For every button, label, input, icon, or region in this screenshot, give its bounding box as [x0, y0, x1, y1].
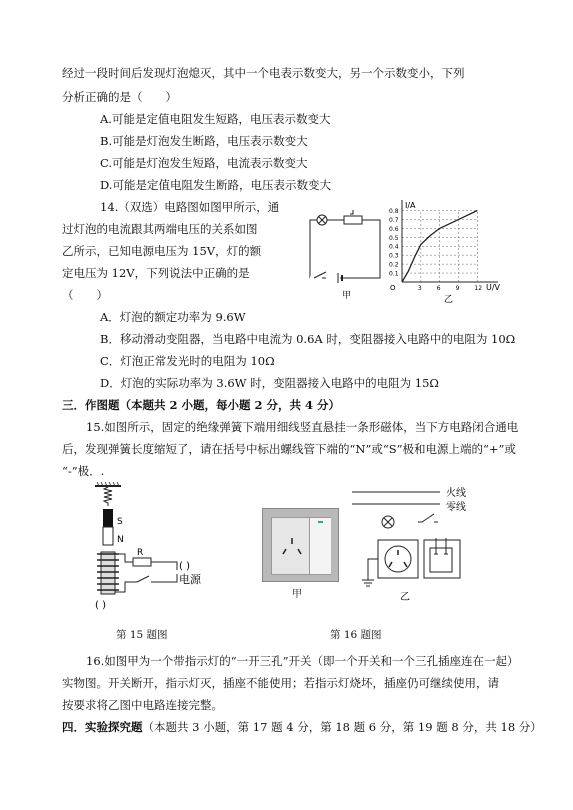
q13-option-b: B.可能是灯泡发生断路，电压表示数变大 — [100, 134, 308, 148]
fig14-jia-label: 甲 — [342, 291, 352, 301]
q16-line3: 按要求将乙图中电路连接完整。 — [62, 698, 223, 712]
chart-x-tick-label: 3 — [417, 285, 422, 292]
q15-line2: 后，发现弹簧长度缩短了，请在括号中标出螺线管下端的“N”或“S”极和电源上端的“+”或 — [62, 442, 516, 456]
chart-y-tick-label: 0.8 — [389, 207, 399, 215]
fig14-circuit-jia — [300, 210, 390, 305]
fig16-jia-label: 甲 — [292, 589, 302, 600]
fig14-chart-yi — [388, 198, 508, 308]
section4-heading-detail: （本题共 3 小题，第 17 题 4 分，第 18 题 6 分，第 19 题 8 分，共 18 分） — [142, 720, 542, 734]
q13-option-d: D.可能是定值电阻发生断路，电压表示数变大 — [100, 178, 331, 192]
fig14-yi-label: 乙 — [444, 295, 454, 305]
q14-line5: （ ） — [62, 288, 108, 302]
coil-windings — [97, 554, 119, 590]
indicator-light — [318, 521, 323, 523]
magnet-n-end — [103, 527, 113, 545]
fig16-yi-label: 乙 — [400, 592, 410, 603]
socket-face — [385, 546, 411, 572]
coil-end-bracket: ( ) — [95, 600, 106, 611]
neutral-wire-label: 零线 — [446, 502, 466, 513]
chart-y-tick-label: 0.3 — [389, 252, 399, 260]
q14-line3: 乙所示，已知电源电压为 15V，灯的额 — [62, 244, 262, 258]
switch-symbol — [137, 576, 149, 582]
chart-x-tick-label: 9 — [455, 285, 460, 292]
chart-y-tick-label: 0.2 — [389, 261, 399, 269]
chart-y-tick-label: 0.4 — [389, 243, 399, 251]
section3-heading: 三．作图题（本题共 2 小题，每小题 2 分，共 4 分） — [62, 398, 341, 412]
q16-line2: 实物图。开关断开，指示灯灭，插座不能使用；若指示灯烧坏，插座仍可继续使用，请 — [62, 676, 499, 690]
switch-face — [430, 548, 452, 572]
power-source-label: 电源 — [179, 573, 201, 586]
switch-rocker — [309, 518, 331, 574]
resistor-label: R — [137, 548, 144, 558]
magnet-s-label: S — [117, 517, 123, 527]
q13-option-a: A.可能是定值电阻发生短路，电压表示数变大 — [100, 112, 331, 126]
q13-line1: 经过一段时间后发现灯泡熄灭，其中一个电表示数变大，另一个示数变小，下列 — [62, 66, 465, 80]
switch-symbol — [422, 514, 434, 522]
chart-y-tick-label: 0.5 — [389, 234, 399, 242]
fig15-caption: 第 15 题图 — [116, 629, 168, 641]
iron-core — [101, 552, 115, 594]
resistor-r — [133, 558, 151, 566]
magnet-n-label: N — [117, 535, 124, 545]
chart-x-tick-label: 6 — [436, 285, 441, 292]
q14-option-d: D．灯泡的实际功率为 3.6W 时，变阻器接入电路中的电阻为 15Ω — [100, 376, 439, 390]
chart-y-tick-label: 0.1 — [389, 270, 399, 278]
live-wire-label: 火线 — [446, 488, 466, 499]
q14-line2: 过灯泡的电流跟其两端电压的关系如图 — [62, 222, 258, 236]
rheostat-symbol — [344, 216, 362, 224]
chart-y-tick-label: 0.7 — [389, 216, 399, 224]
section4-heading — [62, 720, 542, 734]
fig16-switch-socket-panel — [262, 508, 339, 582]
q14-option-b: B．移动滑动变阻器，当电路中电流为 0.6A 时，变阻器接入电路中的电阻为 10Ω — [100, 332, 516, 346]
q15-line3: “-”极．. — [62, 464, 105, 478]
spring-symbol — [104, 487, 112, 506]
q13-line2: 分析正确的是（ ） — [62, 90, 177, 104]
q14-option-c: C．灯泡正常发光时的电阻为 10Ω — [100, 354, 275, 368]
magnet-s-end — [103, 509, 113, 527]
chart-x-tick-label: 12 — [474, 285, 483, 292]
q15-line1: 15.如图所示，固定的绝缘弹簧下端用细线竖直悬挂一条形磁体，当下方电路闭合通电 — [86, 420, 519, 434]
fig16-caption: 第 16 题图 — [330, 629, 382, 641]
chart-origin-label: O — [390, 284, 396, 292]
fig15-solenoid — [75, 482, 225, 614]
panel-face — [271, 517, 331, 575]
fig16-wiring-yi — [350, 482, 500, 607]
q14-line1: 14.（双选）电路图如图甲所示，通 — [100, 200, 280, 214]
chart-y-tick-label: 0.6 — [389, 225, 399, 233]
q16-line1: 16.如图甲为一个带指示灯的“一开三孔”开关（即一个开关和一个三孔插座连在一起） — [86, 654, 519, 668]
q14-option-a: A．灯泡的额定功率为 9.6W — [100, 310, 246, 324]
chart-x-axis-label: U/V — [486, 283, 501, 292]
q14-line4: 定电压为 12V，下列说法中正确的是 — [62, 266, 250, 280]
chart-y-axis-label: I/A — [405, 201, 416, 210]
three-hole-socket-icon — [280, 534, 304, 558]
q13-option-c: C.可能是灯泡发生短路，电流表示数变大 — [100, 156, 308, 170]
section4-heading-title: 四．实验探究题 — [62, 720, 143, 734]
power-source-bracket: ( ) — [179, 561, 190, 572]
